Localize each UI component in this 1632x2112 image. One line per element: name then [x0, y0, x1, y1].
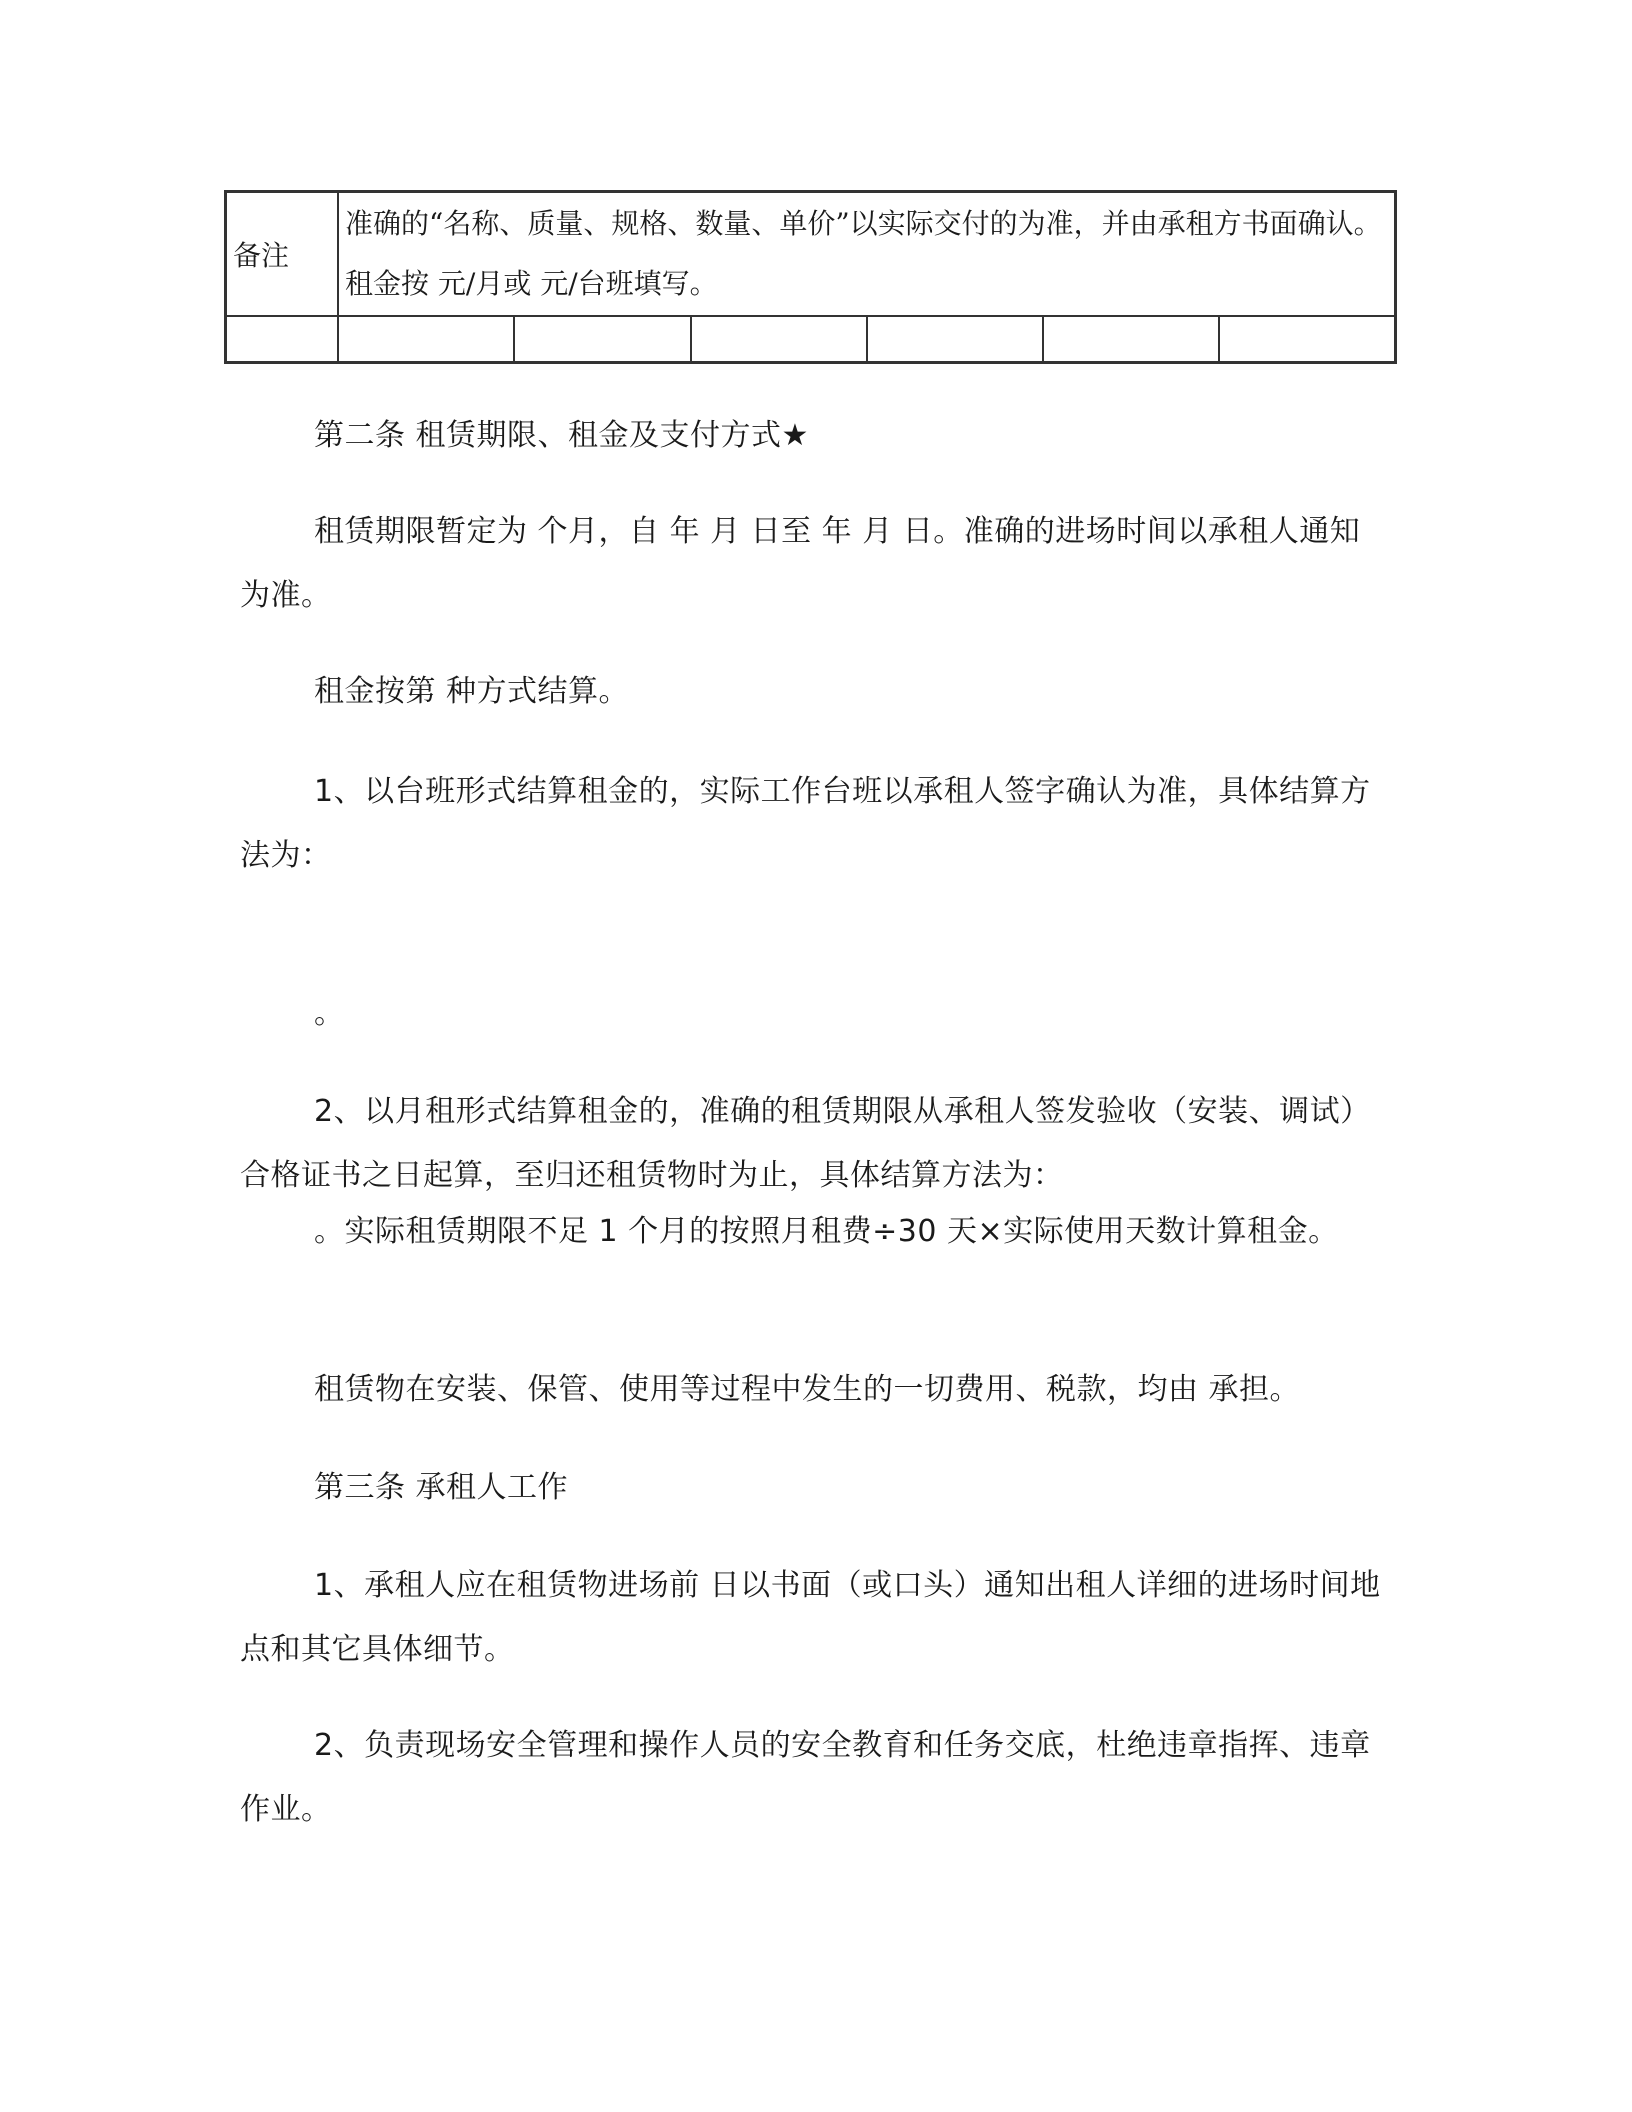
empty-cell	[867, 316, 1043, 363]
lessee-duty-2: 2、负责现场安全管理和操作人员的安全教育和任务交底，杜绝违章指挥、违章作业。	[240, 1728, 1371, 1827]
costs-paragraph: 租赁物在安装、保管、使用等过程中发生的一切费用、税款，均由 承担。	[314, 1372, 1301, 1407]
lease-term-paragraph: 租赁期限暂定为 个月，自 年 月 日至 年 月 日。准确的进场时间以承租人通知为准。	[240, 514, 1361, 613]
empty-cell	[338, 316, 514, 363]
article-2-heading: 第二条 租赁期限、租金及支付方式★	[314, 418, 809, 453]
empty-cell	[691, 316, 867, 363]
empty-cell	[1043, 316, 1219, 363]
shift-settlement-paragraph: 1、以台班形式结算租金的，实际工作台班以承租人签字确认为准，具体结算方法为：	[240, 774, 1371, 873]
empty-cell	[226, 316, 339, 363]
remarks-label: 备注	[226, 192, 339, 317]
shift-settlement-end: 。	[314, 996, 345, 1031]
empty-cell	[1219, 316, 1395, 363]
remarks-text: 准确的“名称、质量、规格、数量、单价”以实际交付的为准，并由承租方书面确认。租金按 元/月或 元/台班填写。	[338, 192, 1396, 317]
remarks-table	[224, 190, 1397, 364]
monthly-settlement-detail: 。实际租赁期限不足 1 个月的按照月租费÷30 天×实际使用天数计算租金。	[314, 1214, 1339, 1249]
settlement-method-paragraph: 租金按第 种方式结算。	[314, 674, 630, 709]
empty-cell	[514, 316, 690, 363]
article-3-heading: 第三条 承租人工作	[314, 1470, 569, 1505]
monthly-settlement-paragraph: 2、以月租形式结算租金的，准确的租赁期限从承租人签发验收（安装、调试）合格证书之日起算，至归还租赁物时为止，具体结算方法为：	[240, 1094, 1371, 1193]
lessee-duty-1: 1、承租人应在租赁物进场前 日以书面（或口头）通知出租人详细的进场时间地点和其它具体细节。	[240, 1568, 1381, 1667]
